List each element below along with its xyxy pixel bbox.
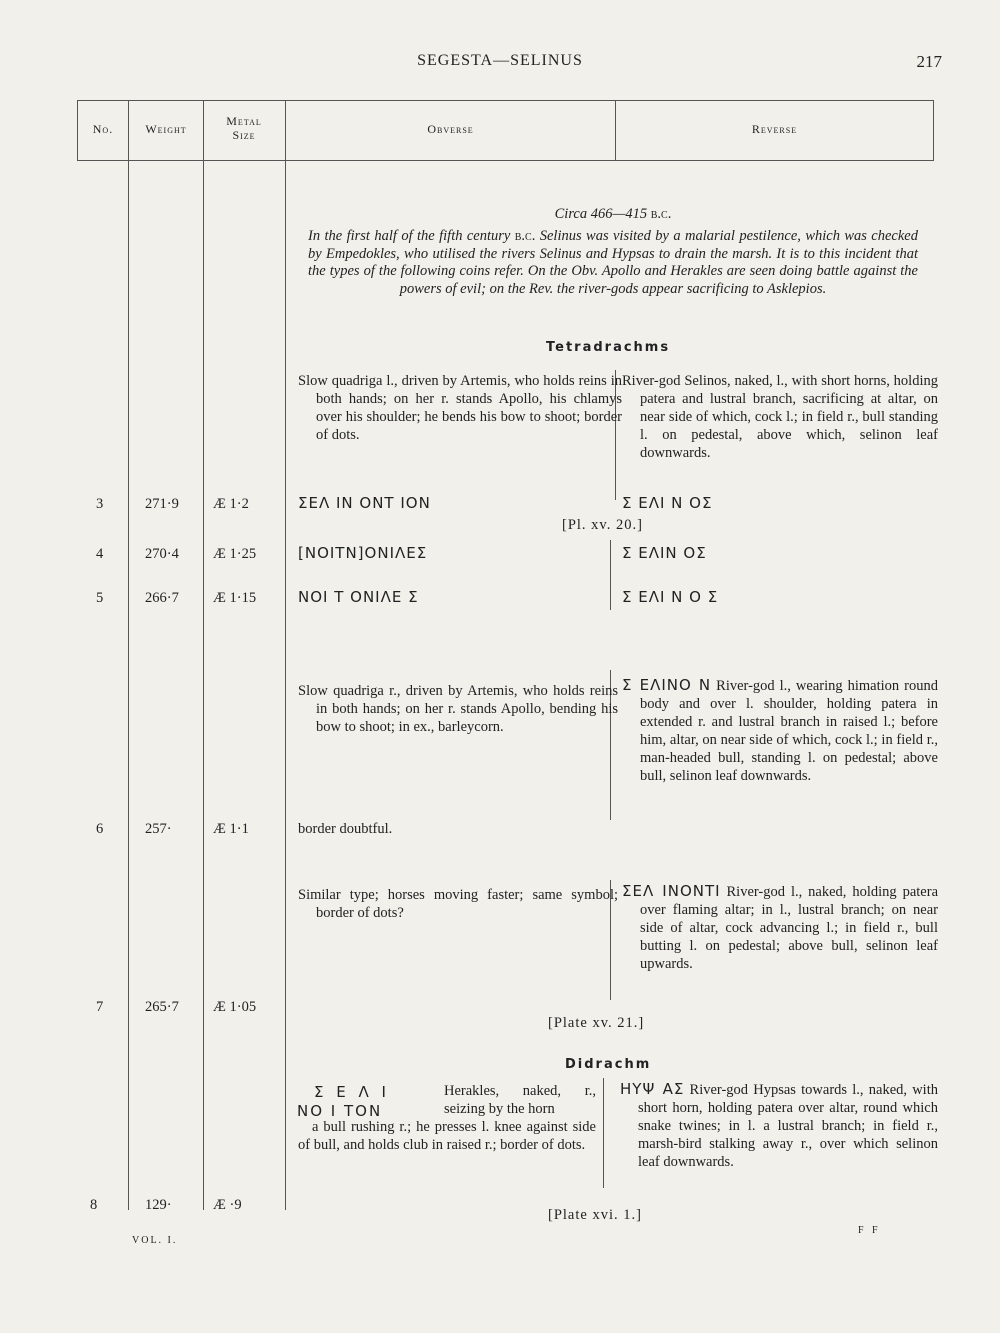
coin6-weight: 257· [145, 821, 172, 837]
coin8-plate: [Plate xvi. 1.] [548, 1207, 642, 1223]
coin5-metal-size: Æ 1·15 [213, 590, 257, 606]
col-rule-metal [285, 100, 286, 1210]
group2-obverse: Slow quadriga r., driven by Artemis, who holds reins in both hands; on her r. stands Apollo, bending his bow to shoot; in ex., barleycorn. [298, 683, 618, 735]
coin7-plate: [Plate xv. 21.] [548, 1015, 645, 1031]
intro-note-1: In the first half of the fifth century [308, 228, 515, 244]
col-header-no: No. [92, 122, 114, 136]
coin3-metal-size: Æ 1·2 [213, 496, 249, 512]
group3-reverse-block [622, 882, 938, 973]
col-rule-weight [203, 100, 204, 1210]
coin5-no: 5 [96, 590, 104, 606]
table-top-rule [77, 100, 934, 101]
col-rule-no [128, 100, 129, 1210]
group4-obverse: a bull rushing r.; he presses l. knee against side of bull, and holds club in raised r.; border of dots. [298, 1119, 596, 1153]
table-header-rule [77, 160, 934, 161]
col-rule-obverse-g1b [610, 540, 611, 610]
group4-reverse-block [620, 1080, 938, 1171]
coin5-reverse-legend: Σ ΕΛΙ Ν Ο Σ [622, 588, 719, 606]
coin8-weight: 129· [145, 1197, 172, 1213]
group4-obverse-text-1: Herakles, naked, r., seizing by the horn [444, 1083, 596, 1117]
coin3-reverse-legend: Σ ΕΛΙ Ν ΟΣ [622, 494, 713, 512]
period-bc: b.c. [650, 206, 672, 222]
group4-obverse-legend-1: Σ Ε Λ Ι [314, 1083, 390, 1101]
coin3-no: 3 [96, 496, 104, 512]
coin4-no: 4 [96, 546, 104, 562]
coin7-metal-size: Æ 1·05 [213, 999, 257, 1015]
intro-note-2: Selinus was visited by a malarial pestilence, which was checked by Empedokles, who utilised the rivers Selinus and Hypsas to drain the marsh. It is to this incident that the types of the following coins refer. On the Obv. Apollo and Herakles are seen doing battle against the powers of evil; on the Rev. the river-gods appear sacrificing to Asklepios. [308, 228, 918, 297]
coin3-weight: 271·9 [145, 496, 179, 512]
section-tetradrachms: Tetradrachms [546, 340, 671, 355]
running-title: SEGESTA—SELINUS [417, 52, 583, 69]
volume-signature: VOL. I. [132, 1235, 178, 1246]
table-right-rule [933, 100, 934, 160]
coin3-plate: [Pl. xv. 20.] [562, 517, 643, 533]
coin4-obverse-legend: [ΝΟΙΤΝ]ΟΝΙΛΕΣ [298, 544, 428, 562]
coin4-reverse-legend: Σ ΕΛΙΝ ΟΣ [622, 544, 707, 562]
group3-reverse: River-god l., naked, holding patera over flaming altar; in l., lustral branch; on near side of altar, cock advancing l.; in field r., bull butting l. on pedestal; above bull, selinon leaf upwards. [640, 884, 938, 972]
coin6-metal-size: Æ 1·1 [213, 821, 249, 837]
group4-reverse-legend: ΗΥΨ ΑΣ [620, 1080, 685, 1098]
period-text: Circa 466—415 [554, 206, 651, 222]
coin5-weight: 266·7 [145, 590, 179, 606]
col-header-reverse: Reverse [751, 122, 798, 136]
group1-reverse: River-god Selinos, naked, l., with short horns, holding patera and lustral branch, sacrificing at altar, on near side of which, cock l.; in field r., bull standing l. on pedestal, above which, selinon leaf downwards. [622, 373, 938, 461]
period-heading [308, 206, 918, 224]
col-header-weight: Weight [145, 122, 187, 136]
section-didrachm: Didrachm [565, 1057, 652, 1072]
group3-obverse: Similar type; horses moving faster; same symbol; border of dots? [298, 887, 618, 921]
coin8-metal-size: Æ ·9 [213, 1197, 242, 1213]
page-number: 217 [916, 52, 942, 71]
group2-reverse-legend: Σ ΕΛΙΝΟ Ν [622, 676, 712, 694]
group2-reverse-block [622, 676, 938, 785]
intro-note [308, 228, 918, 298]
coin7-weight: 265·7 [145, 999, 179, 1015]
coin5-obverse-legend: ΝΟΙ Τ ΟΝΙΛΕ Σ [298, 588, 419, 606]
group1-obverse: Slow quadriga l., driven by Artemis, who holds reins in both hands; on her r. stands Apollo, his chlamys over his shoulder; he bends his bow to shoot; border of dots. [298, 373, 622, 443]
group4-obverse-legend-2: ΝΟ Ι ΤΟΝ [297, 1102, 383, 1120]
col-rule-obverse-g4 [603, 1078, 604, 1188]
coin3-obverse-legend: ΣΕΛ ΙΝ ΟΝΤ ΙΟΝ [298, 494, 431, 512]
coin8-no: 8 [90, 1197, 98, 1213]
coin6-no: 6 [96, 821, 104, 837]
group2-reverse: River-god l., wearing himation round body and over l. shoulder, holding patera in extended r. and lustral branch in raised l.; before him, altar, on near side of which, cock l.; in field r., man-headed bull, standing l. on pedestal; above bull, selinon leaf downwards. [640, 678, 938, 784]
group4-reverse: River-god Hypsas towards l., naked, with short horn, holding patera over altar, round which snake twines; in l. a lustral branch; in field r., marsh-bird stalking away r., over which selinon leaf downwards. [638, 1082, 938, 1170]
intro-note-bc: b.c. [514, 228, 536, 244]
coin4-metal-size: Æ 1·25 [213, 546, 257, 562]
coin6-obverse: border doubtful. [298, 821, 393, 837]
printer-signature: F F [858, 1225, 881, 1236]
col-header-metal-size: Metal Size [226, 114, 262, 142]
coin4-weight: 270·4 [145, 546, 179, 562]
coin7-no: 7 [96, 999, 104, 1015]
col-header-obverse: Obverse [427, 122, 474, 136]
group3-reverse-legend: ΣΕΛ ΙΝΟΝΤΙ [622, 882, 721, 900]
